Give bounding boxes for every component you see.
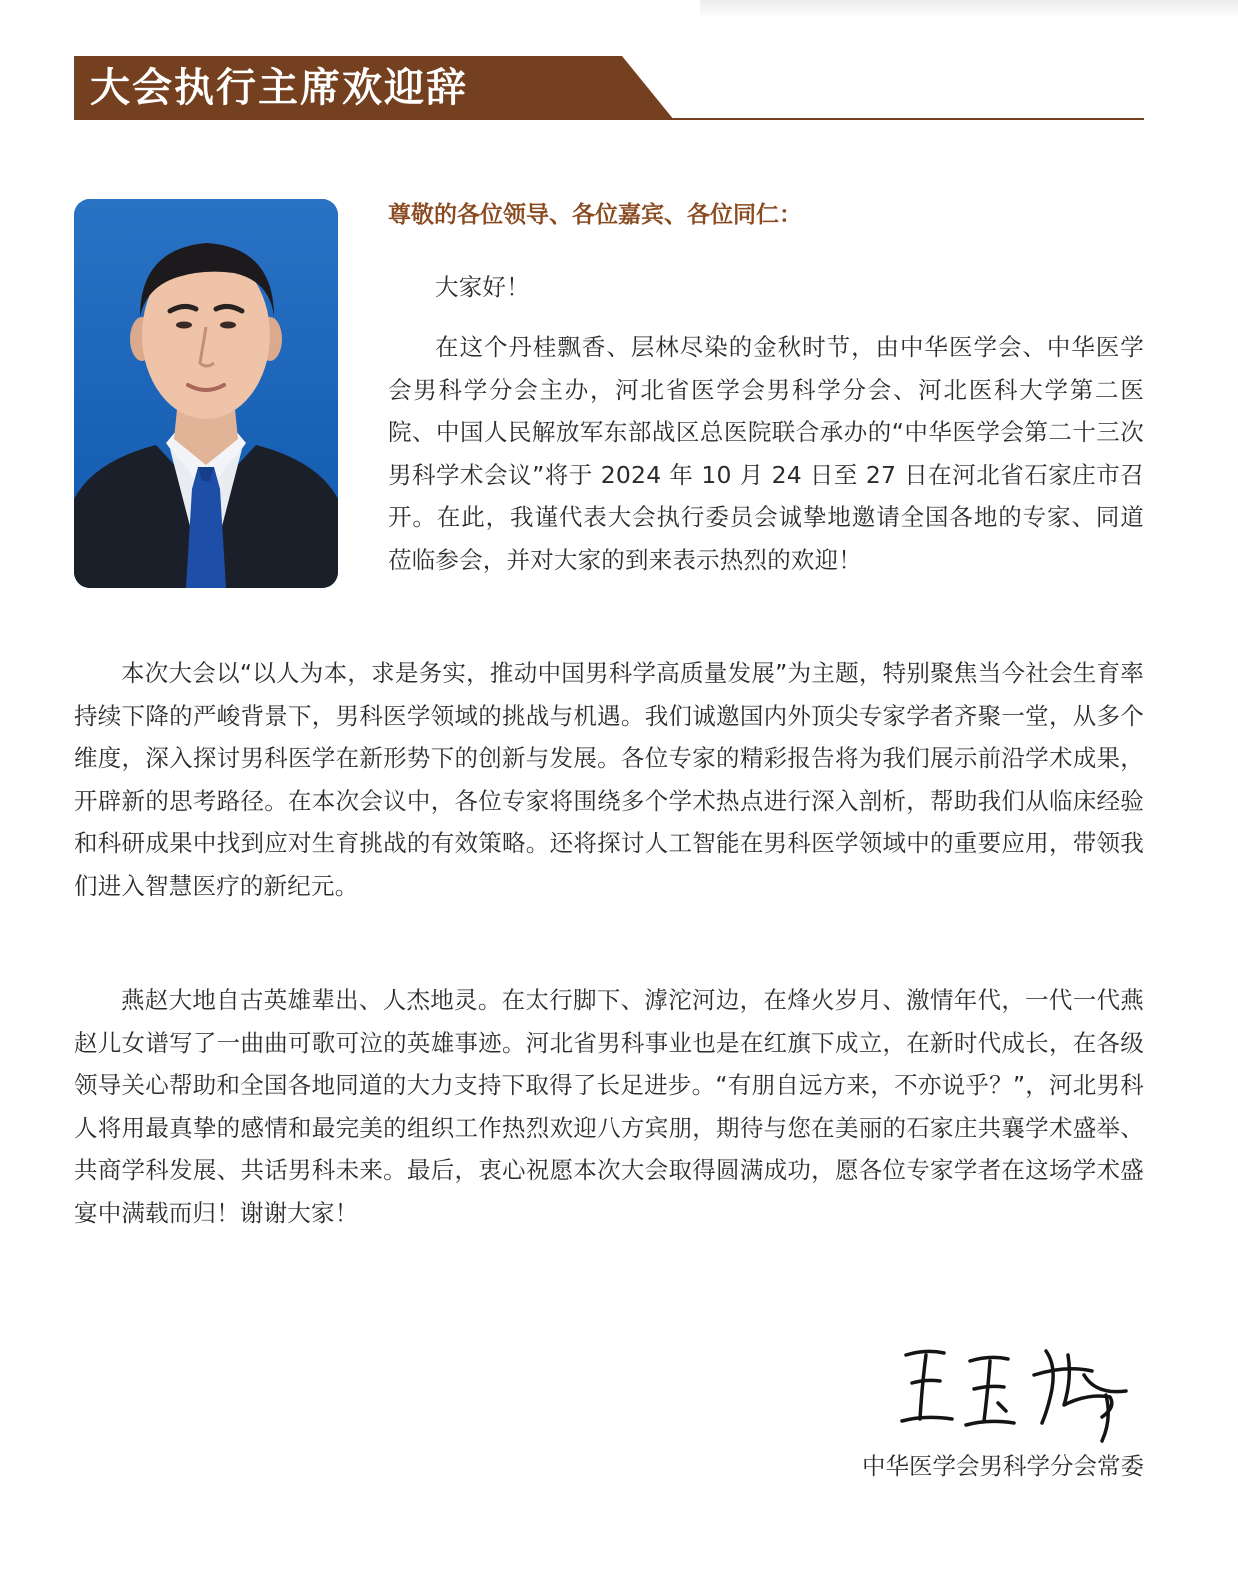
- signer-title: 中华医学会男科学分会常委: [862, 1452, 1144, 1480]
- greeting-line: 大家好！: [435, 273, 530, 301]
- paragraph-intro: 在这个丹桂飘香、层林尽染的金秋时节，由中华医学会、中华医学会男科学分会主办，河北省医学会男科学分会、河北医科大学第二医院、中国人民解放军东部战区总医院联合承办的“中华医学会第二十三次男科学术会议”将于 2024 年 10 月 24 日至 27 日在河北省石家庄市召开。在此，我谨代表大会执行委员会诚挚地邀请全国各地的专家、同道莅临参会，并对大家的到来表示热烈的欢迎！: [388, 333, 1144, 574]
- letter-salutation: 尊敬的各位领导、各位嘉宾、各位同仁：: [388, 202, 802, 228]
- title-banner: [74, 56, 1144, 122]
- paragraph-theme: 本次大会以“以人为本，求是务实，推动中国男科学高质量发展”为主题，特别聚焦当今社会生育率持续下降的严峻背景下，男科医学领域的挑战与机遇。我们诚邀国内外顶尖专家学者齐聚一堂，从多个维度，深入探讨男科医学在新形势下的创新与发展。各位专家的精彩报告将为我们展示前沿学术成果，开辟新的思考路径。在本次会议中，各位专家将围绕多个学术热点进行深入剖析，帮助我们从临床经验和科研成果中找到应对生育挑战的有效策略。还将探讨人工智能在男科医学领域中的重要应用，带领我们进入智慧医疗的新纪元。: [74, 659, 1144, 900]
- portrait-photo: [74, 199, 338, 588]
- page-corner-shade: [700, 0, 1238, 18]
- paragraph-hebei: 燕赵大地自古英雄辈出、人杰地灵。在太行脚下、滹沱河边，在烽火岁月、激情年代，一代一代燕赵儿女谱写了一曲曲可歌可泣的英雄事迹。河北省男科事业也是在红旗下成立，在新时代成长，在各级领导关心帮助和全国各地同道的大力支持下取得了长足进步。“有朋自远方来，不亦说乎？”，河北男科人将用最真挚的感情和最完美的组织工作热烈欢迎八方宾朋，期待与您在美丽的石家庄共襄学术盛举、共商学科发展、共话男科未来。最后，衷心祝愿本次大会取得圆满成功，愿各位专家学者在这场学术盛宴中满载而归！谢谢大家！: [74, 986, 1144, 1227]
- page-title: 大会执行主席欢迎辞: [90, 65, 468, 111]
- handwritten-signature: [896, 1335, 1136, 1445]
